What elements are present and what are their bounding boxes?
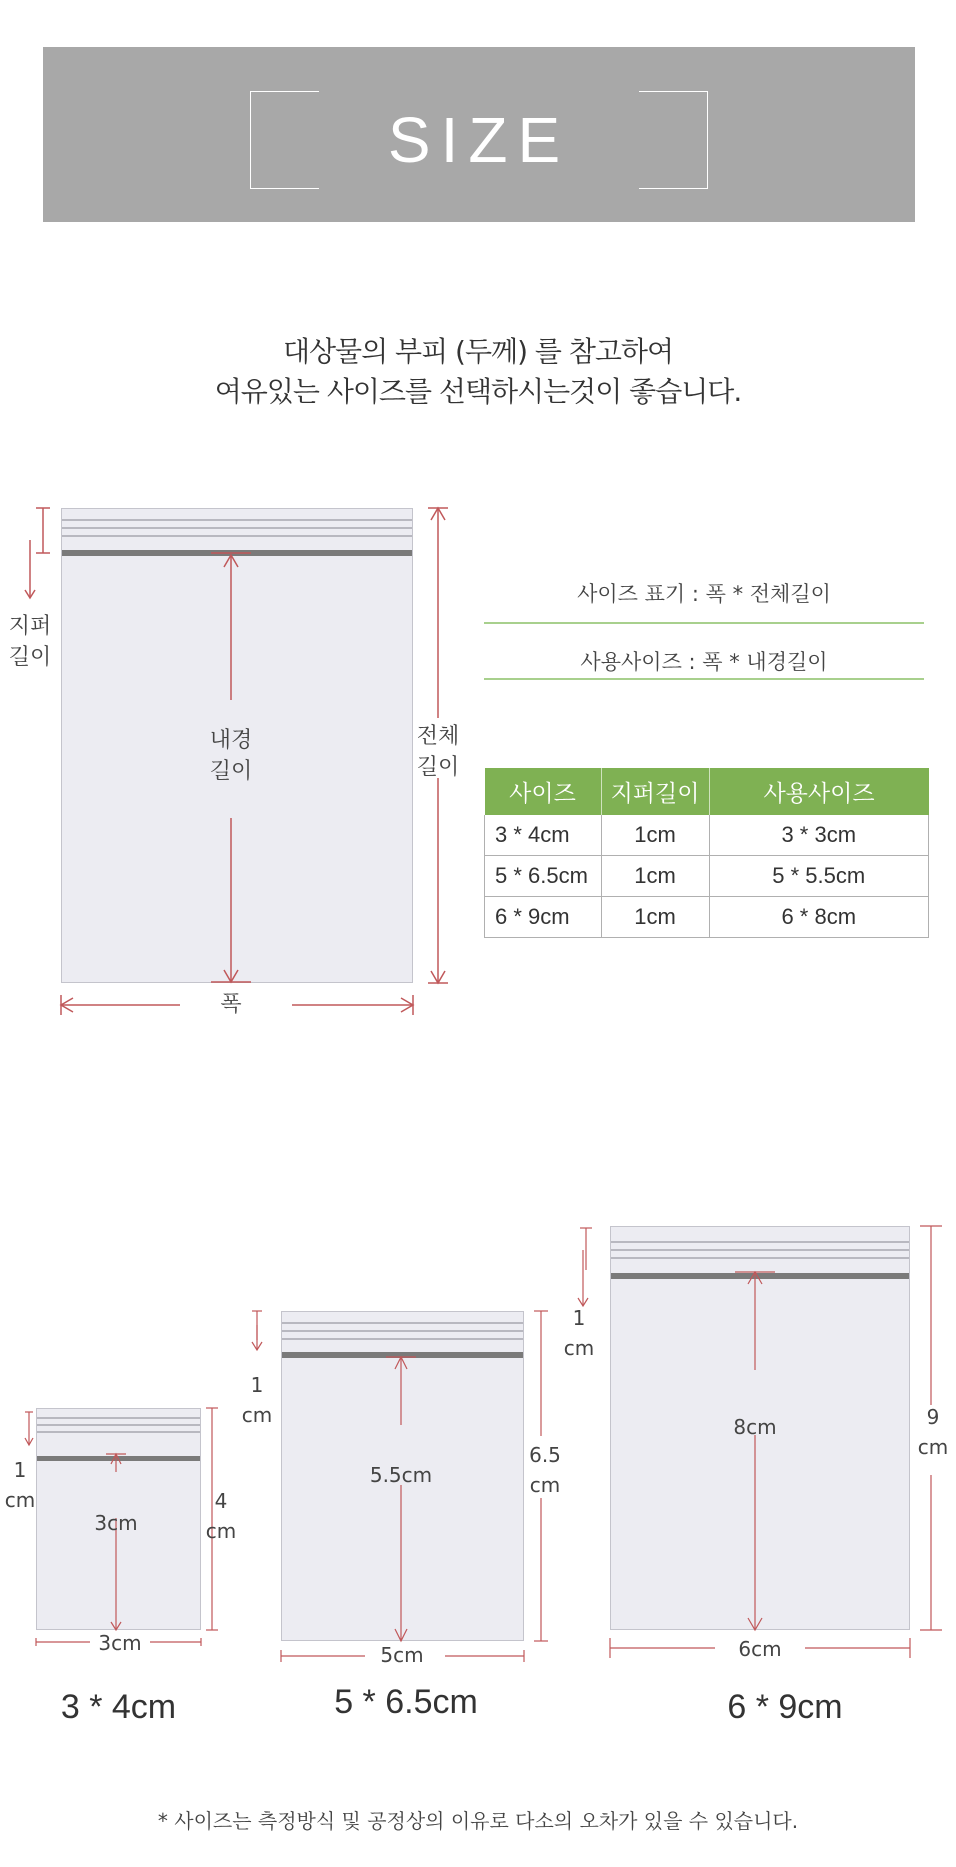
- table-cell: 3 * 4cm: [485, 815, 602, 856]
- table-cell: 6 * 9cm: [485, 897, 602, 938]
- intro-line-1: 대상물의 부피 (두께) 를 참고하여: [282, 335, 674, 368]
- total-length-label: 전체 길이: [416, 724, 460, 780]
- table-cell: 6 * 8cm: [709, 897, 929, 938]
- bag2-total-label: 6.5 cm: [529, 1443, 561, 1497]
- usage-size-text: 사용사이즈 : 폭 * 내경길이: [580, 650, 828, 674]
- bag1-inner-label: 3cm: [94, 1511, 138, 1535]
- bag1-total-label: 4 cm: [205, 1489, 237, 1543]
- bag-arrows: [0, 1200, 956, 1680]
- footnote: * 사이즈는 측정방식 및 공정상의 이유로 다소의 오차가 있을 수 있습니다.: [157, 1809, 799, 1833]
- intro-line-2: 여유있는 사이즈를 선택하시는것이 좋습니다.: [214, 375, 742, 408]
- bag1-width-label: 3cm: [98, 1631, 142, 1655]
- table-row: [485, 856, 929, 897]
- table-cell: 5 * 6.5cm: [485, 856, 602, 897]
- table-cell: 1cm: [601, 856, 709, 897]
- table-cell: 3 * 3cm: [709, 815, 929, 856]
- table-cell: 1cm: [601, 897, 709, 938]
- bag1-zipper-label: 1 cm: [4, 1458, 36, 1512]
- inner-length-label: 내경 길이: [209, 728, 253, 784]
- bag3-width-label: 6cm: [738, 1637, 782, 1661]
- table-header-row: [485, 768, 929, 815]
- bag2-caption: 5 * 6.5cm: [334, 1683, 478, 1721]
- zipper-length-label: 지퍼 길이: [8, 614, 52, 670]
- bag3-zipper-label: 1 cm: [563, 1306, 595, 1360]
- table-row: [485, 815, 929, 856]
- table-row: [485, 897, 929, 938]
- table-header-zipper: 지퍼길이: [601, 768, 709, 815]
- size-notation-text: 사이즈 표기 : 폭 * 전체길이: [577, 582, 831, 606]
- green-rule-2: [484, 678, 924, 680]
- width-label: 폭: [220, 992, 242, 1017]
- bag2-zipper-label: 1 cm: [241, 1373, 273, 1427]
- green-rule-1: [484, 622, 924, 624]
- bag3-inner-label: 8cm: [733, 1415, 777, 1439]
- bag3-caption: 6 * 9cm: [727, 1688, 843, 1726]
- table-cell: 1cm: [601, 815, 709, 856]
- bag1-caption: 3 * 4cm: [60, 1688, 177, 1726]
- bag2-width-label: 5cm: [380, 1643, 424, 1667]
- size-table: [484, 768, 929, 938]
- banner-title: SIZE: [387, 104, 571, 176]
- bag2-inner-label: 5.5cm: [369, 1463, 433, 1487]
- table-header-usage: 사용사이즈: [709, 768, 929, 815]
- table-cell: 5 * 5.5cm: [709, 856, 929, 897]
- bag3-total-label: 9 cm: [917, 1405, 949, 1459]
- table-header-size: 사이즈: [485, 768, 602, 815]
